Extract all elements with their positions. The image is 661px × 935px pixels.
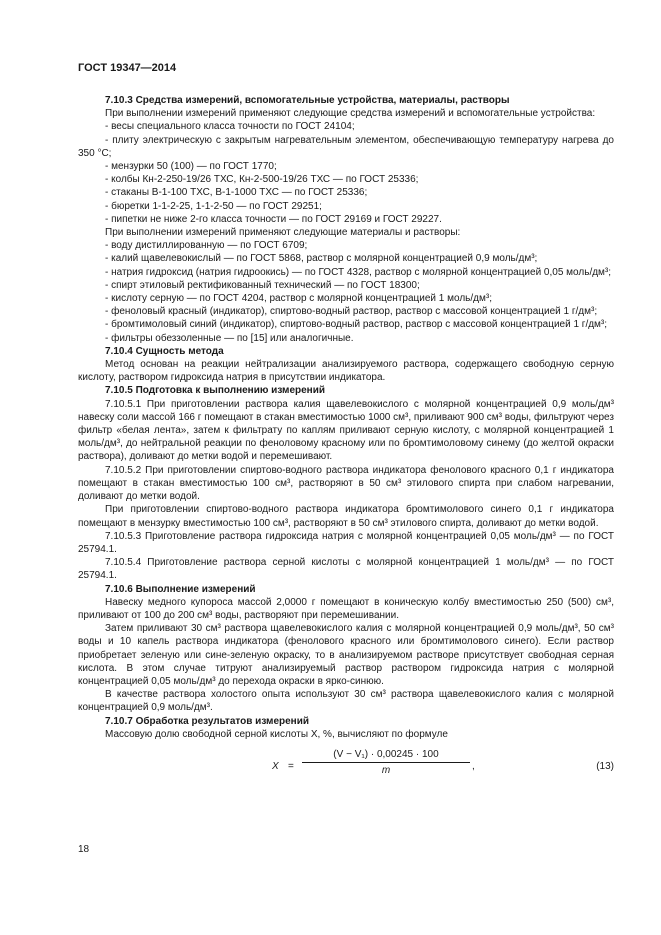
- paragraph: 7.10.5.2 При приготовлении спиртово-водного раствора индикатора фенолового красного 0,1 г индикатора помещают в стакан вместимостью 100 см³, растворяют в 50 см³ этилового спирта при слабом нагревании, доливают до метки водой.: [78, 464, 614, 503]
- paragraph: 7.10.5.4 Приготовление раствора серной кислоты с молярной концентрацией 1 моль/дм³ — по ГОСТ 25794.1.: [78, 557, 614, 582]
- paragraph: - бюретки 1-1-2-25, 1-1-2-50 — по ГОСТ 29251;: [105, 200, 322, 212]
- page-number: 18: [78, 844, 90, 855]
- paragraph: - стаканы В-1-100 ТХС, В-1-1000 ТХС — по ГОСТ 25336;: [105, 187, 368, 199]
- fraction-bar: [302, 762, 470, 763]
- paragraph: - натрия гидроксид (натрия гидроокись) — по ГОСТ 4328, раствор с молярной концентрацией 0,05 моль/дм³;: [105, 266, 612, 278]
- formula-comma: ,: [472, 760, 475, 772]
- section-heading: 7.10.3 Средства измерений, вспомогательные устройства, материалы, растворы: [105, 95, 510, 106]
- paragraph: Метод основан на реакции нейтрализации анализируемого раствора, содержащего свободную серную кислоту, раствором гидроксида натрия в присутствии индикатора.: [78, 359, 614, 384]
- paragraph: При выполнении измерений применяют следующие материалы и растворы:: [105, 227, 461, 239]
- paragraph: В качестве раствора холостого опыта используют 30 см³ раствора щавелевокислого калия с молярной концентрацией 0,9 моль/дм³.: [78, 689, 614, 714]
- paragraph: - плиту электрическую с закрытым нагревательным элементом, обеспечивающую температуру нагрева до 350 °С;: [78, 134, 614, 159]
- paragraph-list: [78, 94, 614, 741]
- formula-denominator: m: [381, 765, 391, 777]
- formula-13: [78, 748, 614, 782]
- paragraph: - фильтры обеззоленные — по [15] или аналогичные.: [105, 332, 354, 344]
- paragraph: - мензурки 50 (100) — по ГОСТ 1770;: [105, 161, 277, 173]
- paragraph: - бромтимоловый синий (индикатор), спиртово-водный раствор, раствор с массовой концентрацией 1 г/дм³;: [105, 319, 608, 331]
- paragraph: 7.10.5.1 При приготовлении раствора калия щавелевокислого с молярной концентрацией 0,9 моль/дм³ навеску соли массой 166 г помещают в стакан вместимостью 1000 см³, приливают 900 см³ воды, фильтруют через фильтр «белая лента», затем к фильтрату по каплям приливают серную кислоту, с молярной концентрацией 1 моль/дм³, до нейтральной реакции по феноловому красному или по бромтимоловому синему (до желтой окраски раствора), доливают до метки водой и перемешивают.: [78, 398, 614, 463]
- formula-lhs: X: [272, 760, 279, 772]
- document-body: [78, 94, 614, 782]
- paragraph: - калий щавелевокислый — по ГОСТ 5868, раствор с молярной концентрацией 0,9 моль/дм³;: [105, 253, 538, 265]
- paragraph: - спирт этиловый ректификованный технический — по ГОСТ 18300;: [105, 279, 420, 291]
- paragraph: При приготовлении спиртово-водного раствора индикатора бромтимолового синего 0,1 г индикатора помещают в мензурку вместимостью 100 см³, растворяют в 50 см³ этилового спирта, доливают до метки водой.: [78, 504, 614, 529]
- paragraph: Навеску медного купороса массой 2,0000 г помещают в коническую колбу вместимостью 250 (500) см³, приливают от 100 до 200 см³ воды, растворяют при перемешивании.: [78, 596, 614, 621]
- paragraph: - пипетки не ниже 2-го класса точности — по ГОСТ 29169 и ГОСТ 29227.: [105, 213, 442, 225]
- paragraph: - воду дистиллированную — по ГОСТ 6709;: [105, 240, 308, 252]
- paragraph: - феноловый красный (индикатор), спиртово-водный раствор, раствор с массовой концентрацией 1 г/дм³;: [105, 306, 598, 318]
- section-heading: 7.10.6 Выполнение измерений: [105, 583, 256, 595]
- page-header: ГОСТ 19347—2014: [78, 62, 177, 74]
- paragraph: - колбы Кн-2-250-19/26 ТХС, Кн-2-500-19/26 ТХС — по ГОСТ 25336;: [105, 174, 419, 186]
- paragraph: - весы специального класса точности по ГОСТ 24104;: [105, 121, 355, 133]
- formula-number: (13): [596, 760, 614, 772]
- section-heading: 7.10.4 Сущность метода: [105, 345, 224, 357]
- paragraph: Затем приливают 30 см³ раствора щавелевокислого калия с молярной концентрацией 0,9 моль/дм³, 50 см³ воды и 10 капель раствора индикатора (фенолового красного или бромтимолового синего). Если раствор приобретает зеленую или сине-зеленую окраску, то в анализируемом растворе присутствует свободная серная кислота. В этом случае титруют анализируемый раствор раствором гидроксида натрия с молярной концентрацией 0,05 моль/дм³ до перехода окраски в ярко-синюю.: [78, 623, 614, 687]
- section-heading: 7.10.5 Подготовка к выполнению измерений: [105, 385, 326, 397]
- paragraph: - кислоту серную — по ГОСТ 4204, раствор с молярной концентрацией 1 моль/дм³;: [105, 293, 492, 305]
- section-heading: 7.10.7 Обработка результатов измерений: [105, 715, 310, 727]
- formula-fraction: [302, 748, 470, 777]
- paragraph: 7.10.5.3 Приготовление раствора гидроксида натрия с молярной концентрацией 0,05 моль/дм³ — по ГОСТ 25794.1.: [78, 530, 614, 555]
- paragraph: При выполнении измерений применяют следующие средства измерений и вспомогательные устройства:: [105, 108, 596, 120]
- formula-numerator: (V − V₁) · 0,00245 · 100: [333, 748, 439, 760]
- formula-equals: =: [288, 760, 294, 772]
- paragraph: Массовую долю свободной серной кислоты X, %, вычисляют по формуле: [105, 728, 448, 740]
